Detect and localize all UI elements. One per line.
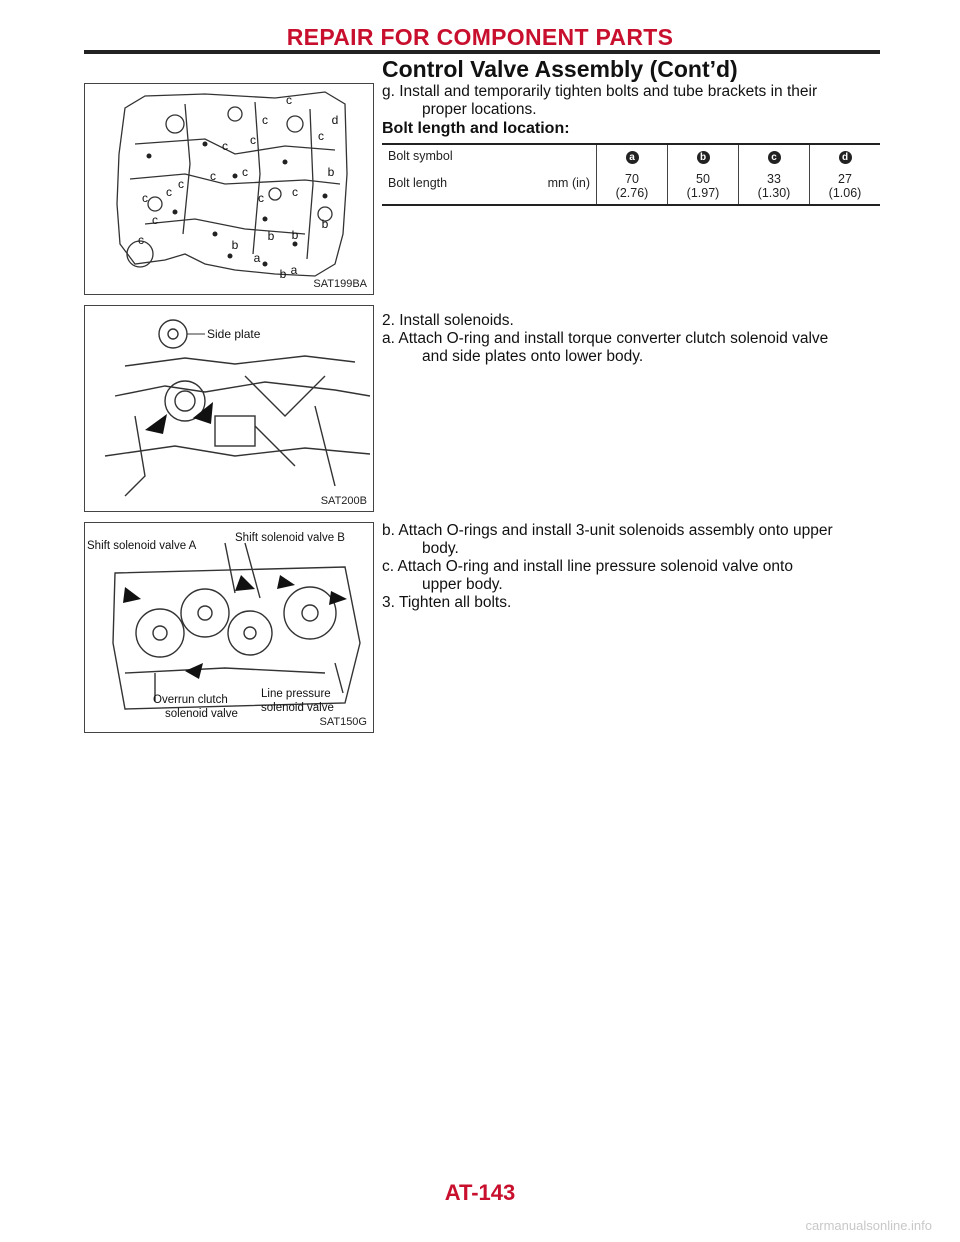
bolt-label-c: c bbox=[258, 191, 264, 205]
bolt-length-table bbox=[382, 143, 880, 206]
line-pressure-callout-line2: solenoid valve bbox=[261, 702, 334, 714]
shift-solenoid-b-callout: Shift solenoid valve B bbox=[235, 532, 345, 544]
step-g-block bbox=[382, 83, 880, 138]
page-header-title: REPAIR FOR COMPONENT PARTS bbox=[286, 24, 674, 50]
figure-side-plate bbox=[84, 305, 374, 512]
valve-body-bolt-diagram bbox=[85, 84, 372, 293]
section-title: Control Valve Assembly (Cont’d) bbox=[382, 56, 738, 82]
step-2: 2. Install solenoids. bbox=[382, 312, 514, 329]
bolt-label-d: d bbox=[331, 113, 339, 127]
figure-bolt-locations bbox=[84, 83, 374, 295]
shift-solenoid-a-callout: Shift solenoid valve A bbox=[87, 540, 197, 552]
bolt-label-c: c bbox=[250, 133, 256, 147]
figure-code: SAT199BA bbox=[313, 278, 367, 290]
bolt-label-c: c bbox=[292, 185, 298, 199]
bolt-label-a: a bbox=[290, 263, 298, 277]
bolt-label-c: c bbox=[242, 165, 248, 179]
upper-body-solenoids-diagram bbox=[85, 523, 372, 731]
bolt-label-b: b bbox=[279, 267, 287, 281]
bolt-label-c: c bbox=[318, 129, 324, 143]
table-row bbox=[382, 144, 880, 168]
bolt-label-c: c bbox=[138, 233, 144, 247]
bolt-length-d: 27 (1.06) bbox=[810, 168, 881, 205]
bolt-label-a: a bbox=[253, 251, 261, 265]
bolt-label-c: c bbox=[178, 177, 184, 191]
bolt-label-c: c bbox=[286, 93, 292, 107]
step-b bbox=[382, 522, 880, 558]
bolt-label-c: c bbox=[222, 139, 228, 153]
bolt-symbol-c: c bbox=[739, 144, 810, 168]
bolt-label-b: b bbox=[327, 165, 335, 179]
step-g bbox=[382, 83, 880, 119]
step-a-line2: and side plates onto lower body. bbox=[422, 348, 644, 365]
step-b-line1: b. Attach O-rings and install 3-unit solenoids assembly onto upper bbox=[382, 522, 833, 539]
lower-body-side-plate-diagram bbox=[85, 306, 372, 510]
bolt-label-b: b bbox=[267, 229, 275, 243]
step-g-line1: g. Install and temporarily tighten bolts and tube brackets in their bbox=[382, 83, 818, 100]
step-3: 3. Tighten all bolts. bbox=[382, 594, 512, 611]
header-rule bbox=[84, 50, 880, 54]
bolt-label-c: c bbox=[142, 191, 148, 205]
figure-code: SAT200B bbox=[320, 495, 367, 507]
bolt-length-a: 70 (2.76) bbox=[597, 168, 668, 205]
bolt-label-b: b bbox=[231, 238, 239, 252]
table-row bbox=[382, 168, 880, 205]
bolt-length-b: 50 (1.97) bbox=[668, 168, 739, 205]
bolt-symbol-b: b bbox=[668, 144, 739, 168]
bolt-label-c: c bbox=[152, 213, 158, 227]
bolt-label-b: b bbox=[291, 228, 299, 242]
bolt-length-c: 33 (1.30) bbox=[739, 168, 810, 205]
step-b-line2: body. bbox=[422, 540, 459, 557]
bolt-symbol-label: Bolt symbol bbox=[382, 144, 597, 168]
figure-solenoid-locations bbox=[84, 522, 374, 733]
bolt-label-c: c bbox=[262, 113, 268, 127]
bolt-table-heading: Bolt length and location: bbox=[382, 120, 570, 137]
figure-code: SAT150G bbox=[319, 716, 367, 728]
bolt-label-c: c bbox=[210, 169, 216, 183]
bolt-symbol-a: a bbox=[597, 144, 668, 168]
step-c bbox=[382, 558, 880, 594]
page-number: AT-143 bbox=[444, 1180, 516, 1205]
bolt-symbol-d: d bbox=[810, 144, 881, 168]
step-c-line1: c. Attach O-ring and install line pressure solenoid valve onto bbox=[382, 558, 793, 575]
footer-watermark: carmanualsonline.info bbox=[805, 1218, 932, 1233]
bolt-label-c: c bbox=[166, 185, 172, 199]
line-pressure-callout-line1: Line pressure bbox=[261, 688, 331, 700]
side-plate-callout: Side plate bbox=[207, 327, 261, 341]
step-c-line2: upper body. bbox=[422, 576, 503, 593]
bolt-label-b: b bbox=[321, 217, 329, 231]
bolt-length-unit: mm (in) bbox=[503, 168, 596, 205]
step-b-block bbox=[382, 522, 880, 612]
overrun-clutch-callout-line1: Overrun clutch bbox=[153, 694, 228, 706]
step-a bbox=[382, 330, 880, 366]
step-2-block bbox=[382, 312, 880, 366]
step-a-line1: a. Attach O-ring and install torque converter clutch solenoid valve bbox=[382, 330, 829, 347]
bolt-length-label: Bolt length bbox=[382, 168, 503, 205]
overrun-clutch-callout-line2: solenoid valve bbox=[165, 708, 238, 720]
step-g-line2: proper locations. bbox=[422, 101, 537, 118]
